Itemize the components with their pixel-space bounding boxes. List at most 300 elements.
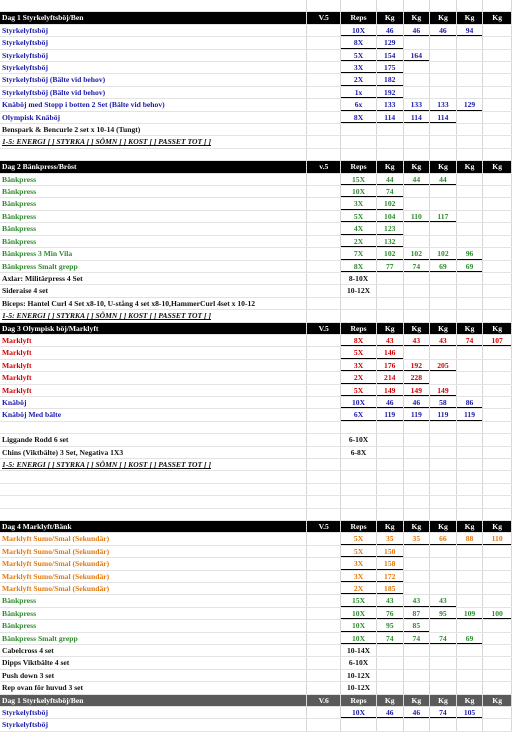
exercise-cell[interactable]: Styrkelyftsböj (Bälte vid behov) bbox=[0, 86, 307, 98]
reps-cell[interactable]: 8X bbox=[341, 334, 377, 346]
exercise-cell[interactable]: Olympisk Knäböj bbox=[0, 111, 307, 123]
week-cell[interactable] bbox=[307, 632, 341, 644]
kg-cell[interactable]: Kg bbox=[456, 161, 483, 173]
reps-cell[interactable] bbox=[341, 508, 377, 520]
week-cell[interactable] bbox=[307, 508, 341, 520]
reps-cell[interactable]: 3X bbox=[341, 198, 377, 210]
kg-cell[interactable]: 102 bbox=[430, 248, 457, 260]
reps-cell[interactable] bbox=[341, 483, 377, 495]
exercise-cell[interactable]: Styrkelyftsböj bbox=[0, 37, 307, 49]
week-cell[interactable] bbox=[307, 198, 341, 210]
kg-cell[interactable]: 66 bbox=[430, 533, 457, 545]
reps-cell[interactable]: 10-12X bbox=[341, 682, 377, 694]
kg-cell[interactable] bbox=[483, 173, 512, 185]
kg-cell[interactable] bbox=[483, 310, 512, 322]
kg-cell[interactable] bbox=[403, 86, 430, 98]
kg-cell[interactable]: Kg bbox=[456, 520, 483, 532]
kg-cell[interactable]: 117 bbox=[430, 210, 457, 222]
kg-cell[interactable]: 110 bbox=[403, 210, 430, 222]
reps-cell[interactable]: 2X bbox=[341, 235, 377, 247]
kg-cell[interactable]: 35 bbox=[403, 533, 430, 545]
kg-cell[interactable] bbox=[456, 620, 483, 632]
kg-cell[interactable] bbox=[456, 111, 483, 123]
reps-cell[interactable]: Reps bbox=[341, 520, 377, 532]
kg-cell[interactable] bbox=[403, 471, 430, 483]
kg-cell[interactable]: 114 bbox=[403, 111, 430, 123]
kg-cell[interactable] bbox=[456, 719, 483, 731]
week-cell[interactable] bbox=[307, 396, 341, 408]
kg-cell[interactable] bbox=[376, 508, 403, 520]
kg-cell[interactable] bbox=[456, 384, 483, 396]
reps-cell[interactable]: 6-10X bbox=[341, 657, 377, 669]
kg-cell[interactable]: 105 bbox=[456, 707, 483, 719]
kg-cell[interactable]: 77 bbox=[376, 260, 403, 272]
kg-cell[interactable] bbox=[483, 49, 512, 61]
exercise-cell[interactable]: Marklyft Sumo/Smal (Sekundär) bbox=[0, 533, 307, 545]
kg-cell[interactable] bbox=[483, 372, 512, 384]
kg-cell[interactable] bbox=[483, 657, 512, 669]
kg-cell[interactable] bbox=[456, 372, 483, 384]
week-cell[interactable]: v.5 bbox=[307, 161, 341, 173]
week-cell[interactable] bbox=[307, 669, 341, 681]
kg-cell[interactable] bbox=[456, 471, 483, 483]
kg-cell[interactable]: 46 bbox=[376, 707, 403, 719]
exercise-cell[interactable]: Sideraise 4 set bbox=[0, 285, 307, 297]
kg-cell[interactable] bbox=[456, 508, 483, 520]
exercise-cell[interactable]: 1-5: ENERGI [ ] STYRKA [ ] SÖMN [ ] KOST [ ] PASSET TOT [ ] bbox=[0, 458, 307, 470]
exercise-cell[interactable]: Bänkpress Smalt grepp bbox=[0, 632, 307, 644]
kg-cell[interactable] bbox=[403, 421, 430, 433]
exercise-cell[interactable]: Cabelcross 4 set bbox=[0, 645, 307, 657]
kg-cell[interactable] bbox=[483, 669, 512, 681]
week-cell[interactable] bbox=[307, 496, 341, 508]
kg-cell[interactable] bbox=[403, 446, 430, 458]
kg-cell[interactable]: 94 bbox=[456, 24, 483, 36]
reps-cell[interactable]: 3X bbox=[341, 359, 377, 371]
exercise-cell[interactable]: Bänkpress bbox=[0, 607, 307, 619]
exercise-cell[interactable]: Dag 1 Styrkelyftsböj/Ben bbox=[0, 12, 307, 24]
reps-cell[interactable]: 5X bbox=[341, 210, 377, 222]
reps-cell[interactable]: Reps bbox=[341, 161, 377, 173]
kg-cell[interactable]: 95 bbox=[376, 620, 403, 632]
exercise-cell[interactable]: Bänkpress Smalt grepp bbox=[0, 260, 307, 272]
kg-cell[interactable] bbox=[456, 148, 483, 160]
kg-cell[interactable] bbox=[483, 285, 512, 297]
kg-cell[interactable] bbox=[483, 682, 512, 694]
kg-cell[interactable] bbox=[430, 198, 457, 210]
kg-cell[interactable] bbox=[456, 198, 483, 210]
kg-cell[interactable]: 119 bbox=[430, 409, 457, 421]
kg-cell[interactable]: Kg bbox=[456, 322, 483, 334]
kg-cell[interactable]: 133 bbox=[430, 99, 457, 111]
kg-cell[interactable] bbox=[456, 558, 483, 570]
kg-cell[interactable] bbox=[483, 223, 512, 235]
week-cell[interactable] bbox=[307, 558, 341, 570]
kg-cell[interactable] bbox=[483, 707, 512, 719]
kg-cell[interactable] bbox=[456, 682, 483, 694]
exercise-cell[interactable]: Biceps: Hantel Curl 4 Set x8-10, U-stång 4 set x8-10,HammerCurl 4set x 10-12 bbox=[0, 297, 307, 309]
kg-cell[interactable] bbox=[403, 223, 430, 235]
kg-cell[interactable] bbox=[483, 210, 512, 222]
week-cell[interactable] bbox=[307, 0, 341, 12]
kg-cell[interactable]: 114 bbox=[376, 111, 403, 123]
reps-cell[interactable]: 3X bbox=[341, 558, 377, 570]
kg-cell[interactable] bbox=[456, 173, 483, 185]
kg-cell[interactable]: 76 bbox=[376, 607, 403, 619]
week-cell[interactable] bbox=[307, 372, 341, 384]
reps-cell[interactable]: 3X bbox=[341, 570, 377, 582]
kg-cell[interactable] bbox=[456, 74, 483, 86]
kg-cell[interactable] bbox=[456, 37, 483, 49]
week-cell[interactable] bbox=[307, 483, 341, 495]
kg-cell[interactable] bbox=[430, 508, 457, 520]
kg-cell[interactable] bbox=[430, 235, 457, 247]
kg-cell[interactable]: Kg bbox=[483, 694, 512, 706]
week-cell[interactable] bbox=[307, 384, 341, 396]
week-cell[interactable] bbox=[307, 124, 341, 136]
reps-cell[interactable]: 6-8X bbox=[341, 446, 377, 458]
kg-cell[interactable] bbox=[403, 645, 430, 657]
kg-cell[interactable]: Kg bbox=[430, 12, 457, 24]
exercise-cell[interactable] bbox=[0, 483, 307, 495]
reps-cell[interactable] bbox=[341, 719, 377, 731]
kg-cell[interactable] bbox=[483, 248, 512, 260]
week-cell[interactable]: V.5 bbox=[307, 520, 341, 532]
exercise-cell[interactable]: Marklyft bbox=[0, 384, 307, 396]
week-cell[interactable] bbox=[307, 409, 341, 421]
kg-cell[interactable] bbox=[456, 595, 483, 607]
kg-cell[interactable] bbox=[403, 719, 430, 731]
kg-cell[interactable] bbox=[430, 310, 457, 322]
reps-cell[interactable]: 2X bbox=[341, 74, 377, 86]
kg-cell[interactable] bbox=[403, 483, 430, 495]
reps-cell[interactable]: 10X bbox=[341, 632, 377, 644]
kg-cell[interactable] bbox=[483, 595, 512, 607]
kg-cell[interactable]: Kg bbox=[483, 322, 512, 334]
kg-cell[interactable] bbox=[430, 272, 457, 284]
exercise-cell[interactable]: Knäböj med Stopp i botten 2 Set (Bälte vid behov) bbox=[0, 99, 307, 111]
week-cell[interactable] bbox=[307, 260, 341, 272]
reps-cell[interactable] bbox=[341, 136, 377, 148]
reps-cell[interactable] bbox=[341, 458, 377, 470]
kg-cell[interactable]: Kg bbox=[403, 12, 430, 24]
kg-cell[interactable] bbox=[483, 458, 512, 470]
exercise-cell[interactable]: Marklyft bbox=[0, 359, 307, 371]
kg-cell[interactable] bbox=[483, 434, 512, 446]
kg-cell[interactable] bbox=[376, 136, 403, 148]
kg-cell[interactable]: 228 bbox=[403, 372, 430, 384]
kg-cell[interactable]: 192 bbox=[403, 359, 430, 371]
exercise-cell[interactable]: Bänkpress bbox=[0, 198, 307, 210]
reps-cell[interactable] bbox=[341, 0, 377, 12]
exercise-cell[interactable]: Marklyft bbox=[0, 334, 307, 346]
kg-cell[interactable] bbox=[430, 372, 457, 384]
kg-cell[interactable] bbox=[483, 582, 512, 594]
reps-cell[interactable]: 4X bbox=[341, 223, 377, 235]
exercise-cell[interactable]: Chins (Viktbälte) 3 Set, Negativa 1X3 bbox=[0, 446, 307, 458]
kg-cell[interactable]: 86 bbox=[456, 396, 483, 408]
kg-cell[interactable]: 149 bbox=[376, 384, 403, 396]
kg-cell[interactable]: 74 bbox=[430, 707, 457, 719]
exercise-cell[interactable] bbox=[0, 496, 307, 508]
kg-cell[interactable] bbox=[376, 682, 403, 694]
week-cell[interactable] bbox=[307, 570, 341, 582]
reps-cell[interactable]: 10-12X bbox=[341, 669, 377, 681]
reps-cell[interactable]: Reps bbox=[341, 12, 377, 24]
kg-cell[interactable]: Kg bbox=[376, 322, 403, 334]
kg-cell[interactable] bbox=[376, 669, 403, 681]
exercise-cell[interactable]: Marklyft Sumo/Smal (Sekundär) bbox=[0, 558, 307, 570]
kg-cell[interactable]: 149 bbox=[403, 384, 430, 396]
kg-cell[interactable]: 44 bbox=[430, 173, 457, 185]
kg-cell[interactable]: 123 bbox=[376, 223, 403, 235]
reps-cell[interactable]: 10X bbox=[341, 24, 377, 36]
exercise-cell[interactable]: Bänkpress bbox=[0, 235, 307, 247]
exercise-cell[interactable]: Liggande Rodd 6 set bbox=[0, 434, 307, 446]
kg-cell[interactable] bbox=[430, 558, 457, 570]
kg-cell[interactable] bbox=[430, 62, 457, 74]
kg-cell[interactable] bbox=[430, 148, 457, 160]
kg-cell[interactable] bbox=[430, 669, 457, 681]
kg-cell[interactable] bbox=[483, 620, 512, 632]
reps-cell[interactable]: 8X bbox=[341, 37, 377, 49]
kg-cell[interactable] bbox=[483, 421, 512, 433]
kg-cell[interactable] bbox=[430, 496, 457, 508]
reps-cell[interactable]: 8X bbox=[341, 111, 377, 123]
week-cell[interactable] bbox=[307, 545, 341, 557]
kg-cell[interactable]: Kg bbox=[430, 520, 457, 532]
kg-cell[interactable] bbox=[456, 496, 483, 508]
reps-cell[interactable]: 10X bbox=[341, 620, 377, 632]
exercise-cell[interactable]: Bänkpress bbox=[0, 595, 307, 607]
kg-cell[interactable] bbox=[403, 545, 430, 557]
kg-cell[interactable]: 110 bbox=[483, 533, 512, 545]
kg-cell[interactable] bbox=[456, 582, 483, 594]
kg-cell[interactable]: 119 bbox=[403, 409, 430, 421]
kg-cell[interactable]: Kg bbox=[430, 161, 457, 173]
kg-cell[interactable] bbox=[483, 347, 512, 359]
kg-cell[interactable] bbox=[483, 446, 512, 458]
kg-cell[interactable] bbox=[483, 124, 512, 136]
kg-cell[interactable] bbox=[376, 0, 403, 12]
kg-cell[interactable]: 69 bbox=[456, 260, 483, 272]
exercise-cell[interactable]: Dipps Viktbälte 4 set bbox=[0, 657, 307, 669]
kg-cell[interactable]: 107 bbox=[483, 334, 512, 346]
kg-cell[interactable]: 119 bbox=[376, 409, 403, 421]
kg-cell[interactable] bbox=[430, 483, 457, 495]
kg-cell[interactable] bbox=[483, 62, 512, 74]
kg-cell[interactable] bbox=[430, 49, 457, 61]
kg-cell[interactable] bbox=[430, 0, 457, 12]
week-cell[interactable] bbox=[307, 458, 341, 470]
kg-cell[interactable]: 58 bbox=[430, 396, 457, 408]
kg-cell[interactable] bbox=[403, 0, 430, 12]
exercise-cell[interactable]: Axlar: Militärpress 4 Set bbox=[0, 272, 307, 284]
kg-cell[interactable]: 182 bbox=[376, 74, 403, 86]
kg-cell[interactable]: Kg bbox=[483, 520, 512, 532]
kg-cell[interactable] bbox=[376, 124, 403, 136]
reps-cell[interactable] bbox=[341, 496, 377, 508]
kg-cell[interactable] bbox=[456, 0, 483, 12]
kg-cell[interactable]: 102 bbox=[376, 248, 403, 260]
reps-cell[interactable]: 7X bbox=[341, 248, 377, 260]
kg-cell[interactable]: Kg bbox=[376, 694, 403, 706]
kg-cell[interactable] bbox=[456, 285, 483, 297]
kg-cell[interactable]: 104 bbox=[376, 210, 403, 222]
exercise-cell[interactable]: Dag 1 Styrkelyftsböj/Ben bbox=[0, 694, 307, 706]
kg-cell[interactable]: 119 bbox=[456, 409, 483, 421]
week-cell[interactable] bbox=[307, 446, 341, 458]
kg-cell[interactable] bbox=[430, 136, 457, 148]
reps-cell[interactable]: 1x bbox=[341, 86, 377, 98]
kg-cell[interactable]: 175 bbox=[376, 62, 403, 74]
kg-cell[interactable]: 114 bbox=[430, 111, 457, 123]
exercise-cell[interactable]: Bänkpress bbox=[0, 173, 307, 185]
kg-cell[interactable]: 43 bbox=[403, 334, 430, 346]
week-cell[interactable] bbox=[307, 645, 341, 657]
exercise-cell[interactable]: 1-5: ENERGI [ ] STYRKA [ ] SÖMN [ ] KOST [ ] PASSET TOT [ ] bbox=[0, 136, 307, 148]
kg-cell[interactable]: 129 bbox=[376, 37, 403, 49]
kg-cell[interactable]: 43 bbox=[376, 595, 403, 607]
week-cell[interactable] bbox=[307, 74, 341, 86]
kg-cell[interactable] bbox=[483, 483, 512, 495]
exercise-cell[interactable]: Marklyft bbox=[0, 372, 307, 384]
kg-cell[interactable] bbox=[456, 570, 483, 582]
reps-cell[interactable]: 3X bbox=[341, 62, 377, 74]
exercise-cell[interactable]: Knäböj bbox=[0, 396, 307, 408]
week-cell[interactable] bbox=[307, 111, 341, 123]
week-cell[interactable] bbox=[307, 719, 341, 731]
kg-cell[interactable]: 192 bbox=[376, 86, 403, 98]
kg-cell[interactable]: 133 bbox=[403, 99, 430, 111]
exercise-cell[interactable]: 1-5: ENERGI [ ] STYRKA [ ] SÖMN [ ] KOST [ ] PASSET TOT [ ] bbox=[0, 310, 307, 322]
kg-cell[interactable] bbox=[483, 508, 512, 520]
kg-cell[interactable]: 172 bbox=[376, 570, 403, 582]
kg-cell[interactable] bbox=[483, 136, 512, 148]
kg-cell[interactable] bbox=[403, 74, 430, 86]
kg-cell[interactable] bbox=[430, 657, 457, 669]
reps-cell[interactable] bbox=[341, 471, 377, 483]
exercise-cell[interactable]: Styrkelyftsböj bbox=[0, 719, 307, 731]
kg-cell[interactable] bbox=[483, 148, 512, 160]
kg-cell[interactable]: 74 bbox=[456, 334, 483, 346]
kg-cell[interactable] bbox=[483, 570, 512, 582]
reps-cell[interactable]: 8-10X bbox=[341, 272, 377, 284]
kg-cell[interactable]: 158 bbox=[376, 558, 403, 570]
kg-cell[interactable]: 154 bbox=[376, 49, 403, 61]
kg-cell[interactable] bbox=[430, 74, 457, 86]
kg-cell[interactable] bbox=[403, 458, 430, 470]
kg-cell[interactable] bbox=[376, 657, 403, 669]
reps-cell[interactable]: Reps bbox=[341, 322, 377, 334]
kg-cell[interactable] bbox=[403, 136, 430, 148]
kg-cell[interactable]: 46 bbox=[376, 396, 403, 408]
kg-cell[interactable] bbox=[456, 124, 483, 136]
week-cell[interactable] bbox=[307, 24, 341, 36]
kg-cell[interactable] bbox=[403, 582, 430, 594]
reps-cell[interactable] bbox=[341, 421, 377, 433]
kg-cell[interactable] bbox=[430, 347, 457, 359]
kg-cell[interactable]: 35 bbox=[376, 533, 403, 545]
kg-cell[interactable]: Kg bbox=[376, 12, 403, 24]
kg-cell[interactable] bbox=[403, 508, 430, 520]
kg-cell[interactable] bbox=[430, 719, 457, 731]
kg-cell[interactable]: 74 bbox=[403, 260, 430, 272]
kg-cell[interactable] bbox=[456, 347, 483, 359]
kg-cell[interactable] bbox=[483, 719, 512, 731]
kg-cell[interactable] bbox=[403, 285, 430, 297]
kg-cell[interactable] bbox=[483, 272, 512, 284]
exercise-cell[interactable]: Styrkelyftsböj (Bälte vid behov) bbox=[0, 74, 307, 86]
exercise-cell[interactable]: Bänkpress bbox=[0, 620, 307, 632]
kg-cell[interactable] bbox=[376, 645, 403, 657]
kg-cell[interactable] bbox=[483, 632, 512, 644]
kg-cell[interactable] bbox=[403, 496, 430, 508]
kg-cell[interactable] bbox=[430, 545, 457, 557]
reps-cell[interactable]: 2X bbox=[341, 582, 377, 594]
exercise-cell[interactable]: Marklyft bbox=[0, 347, 307, 359]
kg-cell[interactable]: 129 bbox=[456, 99, 483, 111]
kg-cell[interactable] bbox=[430, 37, 457, 49]
reps-cell[interactable]: 5X bbox=[341, 533, 377, 545]
week-cell[interactable] bbox=[307, 595, 341, 607]
kg-cell[interactable]: 102 bbox=[376, 198, 403, 210]
kg-cell[interactable]: 205 bbox=[430, 359, 457, 371]
kg-cell[interactable] bbox=[430, 458, 457, 470]
exercise-cell[interactable]: Knäböj Med bälte bbox=[0, 409, 307, 421]
exercise-cell[interactable]: Styrkelyftsböj bbox=[0, 707, 307, 719]
kg-cell[interactable] bbox=[456, 272, 483, 284]
kg-cell[interactable] bbox=[403, 148, 430, 160]
kg-cell[interactable] bbox=[376, 148, 403, 160]
kg-cell[interactable]: Kg bbox=[403, 694, 430, 706]
kg-cell[interactable] bbox=[456, 297, 483, 309]
kg-cell[interactable] bbox=[376, 434, 403, 446]
week-cell[interactable] bbox=[307, 707, 341, 719]
kg-cell[interactable]: 43 bbox=[376, 334, 403, 346]
reps-cell[interactable]: 6-10X bbox=[341, 434, 377, 446]
kg-cell[interactable]: Kg bbox=[403, 161, 430, 173]
kg-cell[interactable]: 146 bbox=[376, 347, 403, 359]
week-cell[interactable] bbox=[307, 657, 341, 669]
kg-cell[interactable] bbox=[483, 396, 512, 408]
kg-cell[interactable]: 100 bbox=[483, 607, 512, 619]
kg-cell[interactable]: Kg bbox=[403, 322, 430, 334]
reps-cell[interactable]: 8X bbox=[341, 260, 377, 272]
week-cell[interactable] bbox=[307, 272, 341, 284]
reps-cell[interactable]: 10X bbox=[341, 396, 377, 408]
kg-cell[interactable]: 69 bbox=[456, 632, 483, 644]
kg-cell[interactable] bbox=[376, 285, 403, 297]
kg-cell[interactable] bbox=[430, 446, 457, 458]
kg-cell[interactable] bbox=[430, 86, 457, 98]
kg-cell[interactable] bbox=[376, 471, 403, 483]
kg-cell[interactable]: 87 bbox=[403, 607, 430, 619]
kg-cell[interactable] bbox=[376, 496, 403, 508]
kg-cell[interactable] bbox=[456, 657, 483, 669]
exercise-cell[interactable]: Push down 3 set bbox=[0, 669, 307, 681]
kg-cell[interactable] bbox=[456, 434, 483, 446]
kg-cell[interactable] bbox=[456, 62, 483, 74]
kg-cell[interactable] bbox=[456, 458, 483, 470]
exercise-cell[interactable]: Marklyft Sumo/Smal (Sekundär) bbox=[0, 545, 307, 557]
kg-cell[interactable] bbox=[483, 384, 512, 396]
week-cell[interactable] bbox=[307, 533, 341, 545]
reps-cell[interactable] bbox=[341, 297, 377, 309]
kg-cell[interactable]: Kg bbox=[403, 520, 430, 532]
kg-cell[interactable] bbox=[456, 645, 483, 657]
kg-cell[interactable] bbox=[456, 359, 483, 371]
